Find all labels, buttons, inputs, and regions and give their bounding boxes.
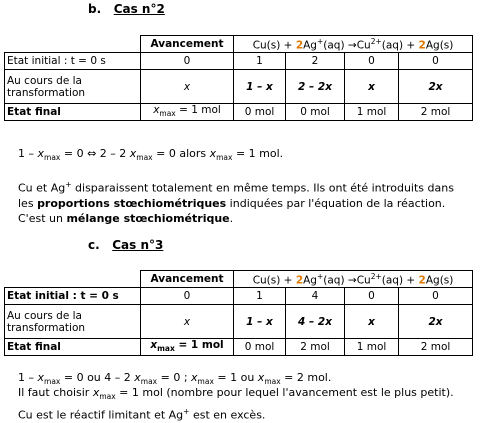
case3-initial-ag: 4 <box>286 288 345 305</box>
case3-row-final <box>5 339 473 356</box>
case3-initial-agsolid: 0 <box>399 288 473 305</box>
case2-equation: $Cu(s) + 2Ag^+(aq) \to Cu^{2+}(aq) + 2Ag(s)$ <box>234 36 473 53</box>
case3-final-label: Etat final <box>5 339 141 356</box>
case3-row-transform <box>5 305 473 339</box>
case3-header-row <box>5 271 473 288</box>
case2-final-xmax: $x_{max} = 1$ mol <box>141 104 234 121</box>
case3-heading-text: Cas n°3 <box>112 238 164 252</box>
case3-transform-label: Au cours de la transformation <box>5 305 141 339</box>
case2-initial-label: Etat initial : t = 0 s <box>5 53 141 70</box>
case3-transform-ag: 4 – 2x <box>286 305 345 339</box>
case3-final-xmax: $x_{max} = 1$ mol <box>141 339 234 356</box>
case3-header-empty <box>5 271 141 288</box>
bold-proportions: proportions stœchiométriques <box>37 196 227 210</box>
case2-initial-cu: 1 <box>234 53 286 70</box>
case2-heading-prefix: b. <box>88 2 102 16</box>
case2-final-ag: 0 mol <box>286 104 345 121</box>
case3-equation: $Cu(s) + 2Ag^+(aq) \to Cu^{2+}(aq) + 2Ag(s)$ <box>234 271 473 288</box>
case3-xmax-equation: $1 - x_{max} = 0$ ou 4 – 2 $x_{max} = 0$ ; $x_{max} = 1$ ou $x_{max} = 2$ mol. <box>18 371 332 387</box>
case2-initial-avancement: 0 <box>141 53 234 70</box>
case2-conclusion: Cu et Ag+ disparaissent totalement en même temps. Ils ont été introduits dans les proportions stœchiométriques indiquées par l'équation de la réaction. C'est un mélange stœchiométrique. <box>18 180 454 225</box>
case3-heading-prefix: c. <box>88 238 100 252</box>
case2-heading <box>88 2 165 16</box>
case3-row-initial <box>5 288 473 305</box>
case3-final-ag: 2 mol <box>286 339 345 356</box>
case2-transform-avancement: x <box>141 70 234 104</box>
case2-row-initial <box>5 53 473 70</box>
case2-xmax-equation: $1 - x_{max} = 0$ ⇔ 2 – 2 $x_{max} = 0$ alors $x_{max} = 1$ mol. <box>18 147 284 163</box>
case2-initial-cu2: 0 <box>345 53 399 70</box>
case2-initial-ag: 2 <box>286 53 345 70</box>
case3-header-avancement: Avancement <box>141 271 234 288</box>
case2-row-transform <box>5 70 473 104</box>
bold-melange: mélange stœchiométrique <box>66 211 230 225</box>
case3-initial-label: Etat initial : t = 0 s <box>5 288 141 305</box>
case3-transform-cu: 1 – x <box>234 305 286 339</box>
case3-transform-cu2: x <box>345 305 399 339</box>
case2-table <box>4 35 473 121</box>
case2-row-final <box>5 104 473 121</box>
case3-heading <box>88 238 163 252</box>
case2-final-label: Etat final <box>5 104 141 121</box>
case3-initial-cu2: 0 <box>345 288 399 305</box>
case2-transform-cu2: x <box>345 70 399 104</box>
case2-transform-label: Au cours de la transformation <box>5 70 141 104</box>
case3-final-agsolid: 2 mol <box>399 339 473 356</box>
case3-initial-cu: 1 <box>234 288 286 305</box>
case2-transform-cu: 1 – x <box>234 70 286 104</box>
case3-transform-avancement: x <box>141 305 234 339</box>
case3-conclusion: Il faut choisir $x_{max} = 1$ mol (nombre pour lequel l'avancement est le plus petit). Cu est le réactif limitant et Ag+ est en excès. <box>18 386 454 422</box>
case3-transform-agsolid: 2x <box>399 305 473 339</box>
case2-header-row <box>5 36 473 53</box>
case2-initial-agsolid: 0 <box>399 53 473 70</box>
case2-final-cu2: 1 mol <box>345 104 399 121</box>
case2-final-cu: 0 mol <box>234 104 286 121</box>
case2-transform-ag: 2 – 2x <box>286 70 345 104</box>
case3-table <box>4 270 473 356</box>
case3-initial-avancement: 0 <box>141 288 234 305</box>
case2-header-avancement: Avancement <box>141 36 234 53</box>
case2-header-empty <box>5 36 141 53</box>
case3-final-cu: 0 mol <box>234 339 286 356</box>
case2-final-agsolid: 2 mol <box>399 104 473 121</box>
case3-final-cu2: 1 mol <box>345 339 399 356</box>
case2-transform-agsolid: 2x <box>399 70 473 104</box>
case2-heading-text: Cas n°2 <box>113 2 165 16</box>
